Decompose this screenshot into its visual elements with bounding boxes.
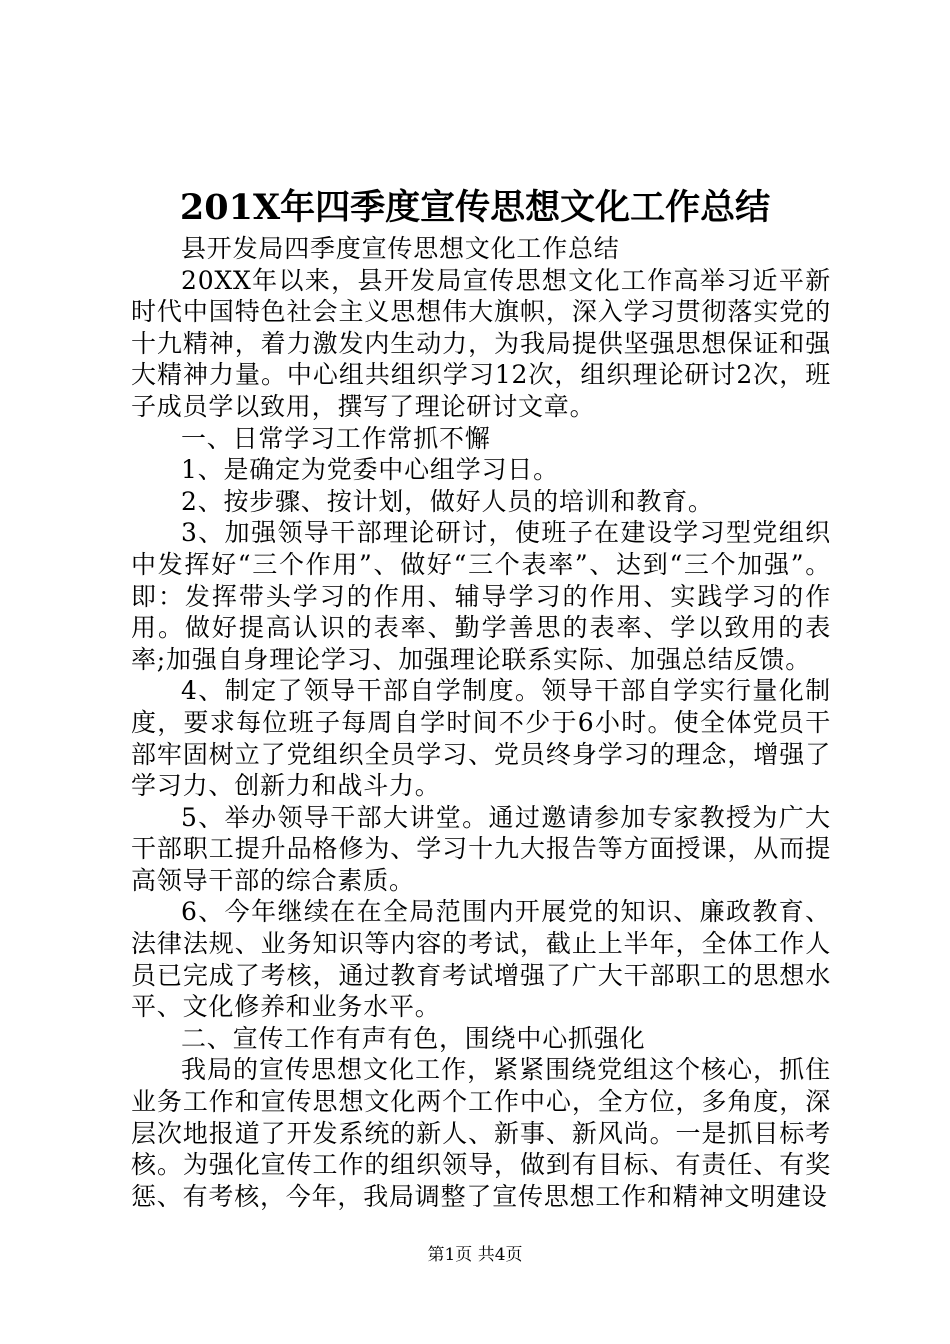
section-heading-2: 二、宣传工作有声有色，围绕中心抓强化 [181,1023,646,1053]
list-item-6: 6、今年继续在在全局范围内开展党的知识、廉政教育、法律法规、业务知识等内容的考试，截止上半年，全体工作人员已完成了考核，通过教育考试增强了广大干部职工的思想水平、文化修养和业务水平。 [131,897,831,1022]
list-item-2: 2、按步骤、按计划，做好人员的培训和教育。 [181,486,714,516]
list-item-4: 4、制定了领导干部自学制度。领导干部自学实行量化制度，要求每位班子每周自学时间不少于6小时。使全体党员干部牢固树立了党组织全员学习、党员终身学习的理念，增强了学习力、创新力和战斗力。 [131,676,831,801]
list-item-1: 1、是确定为党委中心组学习日。 [181,455,559,485]
intro-paragraph: 20XX年以来，县开发局宣传思想文化工作高举习近平新时代中国特色社会主义思想伟大旗帜，深入学习贯彻落实党的十九精神，着力激发内生动力，为我局提供坚强思想保证和强大精神力量。中心组共组织学习12次，组织理论研讨2次，班子成员学以致用，撰写了理论研讨文章。 [131,265,831,421]
section-2-paragraph: 我局的宣传思想文化工作，紧紧围绕党组这个核心，抓住业务工作和宣传思想文化两个工作中心，全方位，多角度，深层次地报道了开发系统的新人、新事、新风尚。一是抓目标考核。为强化宣传工作的组织领导，做到有目标、有责任、有奖惩、有考核，今年，我局调整了宣传思想工作和精神文明建设 [131,1055,831,1211]
subtitle-paragraph: 县开发局四季度宣传思想文化工作总结 [181,234,620,263]
document-title: 201X年四季度宣传思想文化工作总结 [179,187,771,228]
section-heading-1: 一、日常学习工作常抓不懈 [181,423,491,453]
page-number-footer: 第1页 共4页 [427,1245,523,1265]
list-item-5: 5、举办领导干部大讲堂。通过邀请参加专家教授为广大干部职工提升品格修为、学习十九大报告等方面授课，从而提高领导干部的综合素质。 [131,802,831,895]
list-item-3: 3、加强领导干部理论研讨，使班子在建设学习型党组织中发挥好“三个作用”、做好“三个表率”、达到“三个加强”。即：发挥带头学习的作用、辅导学习的作用、实践学习的作用。做好提高认识的表率、勤学善思的表率、学以致用的表率;加强自身理论学习、加强理论联系实际、加强总结反馈。 [131,518,831,674]
document-body [131,233,831,1212]
